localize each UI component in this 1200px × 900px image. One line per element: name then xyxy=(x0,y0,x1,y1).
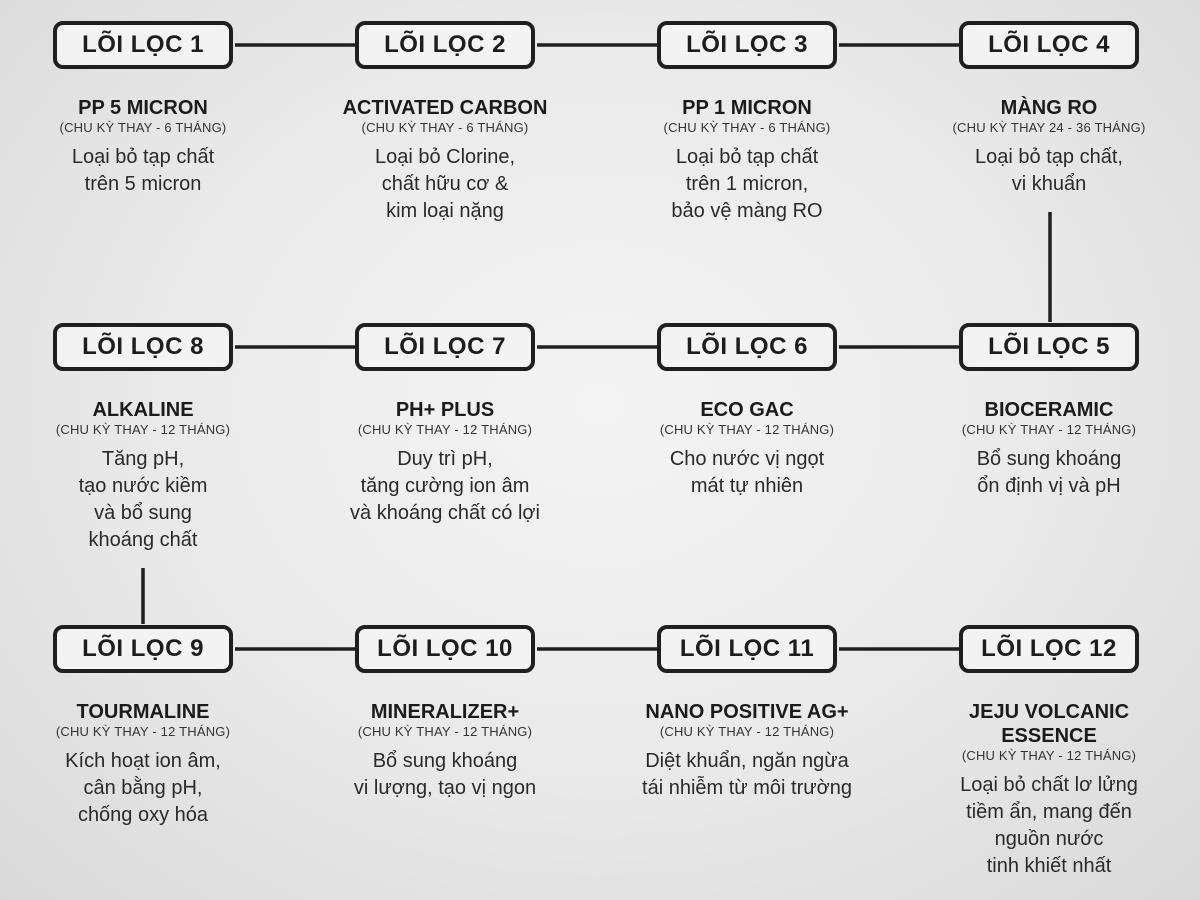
filter-box-11: LÕI LỌC 11 xyxy=(657,625,837,673)
filter-box-2: LÕI LỌC 2 xyxy=(355,21,535,69)
filter-cycle: (CHU KỲ THAY - 12 THÁNG) xyxy=(659,422,835,437)
filter-cycle: (CHU KỲ THAY - 6 THÁNG) xyxy=(663,120,831,135)
filter-info-5 xyxy=(904,398,1194,500)
filter-name: MÀNG RO xyxy=(1000,97,1098,119)
filter-box-7: LÕI LỌC 7 xyxy=(355,323,535,371)
filter-description: Kích hoạt ion âm, cân bằng pH, chống oxy hóa xyxy=(65,750,221,826)
filter-description: Loại bỏ Clorine, chất hữu cơ & kim loại nặng xyxy=(374,146,516,222)
filter-cycle: (CHU KỲ THAY - 12 THÁNG) xyxy=(961,748,1137,763)
filter-cycle: (CHU KỲ THAY - 12 THÁNG) xyxy=(55,422,231,437)
filter-info-1 xyxy=(0,96,288,198)
filter-box-1: LÕI LỌC 1 xyxy=(53,21,233,69)
filter-name: ALKALINE xyxy=(92,399,194,421)
filter-cycle: (CHU KỲ THAY - 12 THÁNG) xyxy=(357,422,533,437)
filter-box-8: LÕI LỌC 8 xyxy=(53,323,233,371)
filter-description: Loại bỏ chất lơ lửng tiềm ẩn, mang đến nguồn nước tinh khiết nhất xyxy=(960,774,1138,877)
filter-info-2 xyxy=(300,96,590,225)
filter-box-3: LÕI LỌC 3 xyxy=(657,21,837,69)
filter-description: Duy trì pH, tăng cường ion âm và khoáng chất có lợi xyxy=(350,448,540,524)
filter-name: MINERALIZER+ xyxy=(370,701,520,723)
filter-cycle: (CHU KỲ THAY - 6 THÁNG) xyxy=(361,120,529,135)
filter-info-6 xyxy=(602,398,892,500)
filter-info-12 xyxy=(904,700,1194,880)
filter-name: PH+ PLUS xyxy=(395,399,495,421)
filter-name: NANO POSITIVE AG+ xyxy=(645,701,849,723)
filter-box-9: LÕI LỌC 9 xyxy=(53,625,233,673)
filter-box-12: LÕI LỌC 12 xyxy=(959,625,1139,673)
filter-name: JEJU VOLCANIC ESSENCE xyxy=(968,701,1130,747)
filter-info-11 xyxy=(602,700,892,802)
filter-box-4: LÕI LỌC 4 xyxy=(959,21,1139,69)
filter-description: Loại bỏ tạp chất trên 5 micron xyxy=(71,146,215,195)
filter-description: Cho nước vị ngọt mát tự nhiên xyxy=(669,448,825,497)
filter-info-7 xyxy=(300,398,590,527)
filter-description: Bổ sung khoáng ổn định vị và pH xyxy=(976,448,1122,497)
filter-info-9 xyxy=(0,700,288,829)
filter-cycle: (CHU KỲ THAY - 12 THÁNG) xyxy=(55,724,231,739)
filter-name: ECO GAC xyxy=(700,399,794,421)
filter-description: Bổ sung khoáng vi lượng, tạo vị ngon xyxy=(353,750,537,799)
filter-description: Diệt khuẩn, ngăn ngừa tái nhiễm từ môi trường xyxy=(642,750,852,799)
filter-description: Loại bỏ tạp chất trên 1 micron, bảo vệ màng RO xyxy=(671,146,823,222)
filter-box-5: LÕI LỌC 5 xyxy=(959,323,1139,371)
filter-info-8 xyxy=(0,398,288,554)
filter-name: TOURMALINE xyxy=(76,701,210,723)
filter-box-6: LÕI LỌC 6 xyxy=(657,323,837,371)
filter-info-3 xyxy=(602,96,892,225)
filter-cycle: (CHU KỲ THAY - 12 THÁNG) xyxy=(961,422,1137,437)
filter-cycle: (CHU KỲ THAY - 12 THÁNG) xyxy=(357,724,533,739)
filter-description: Loại bỏ tạp chất, vi khuẩn xyxy=(975,146,1123,195)
filter-name: ACTIVATED CARBON xyxy=(342,97,548,119)
filter-cycle: (CHU KỲ THAY - 6 THÁNG) xyxy=(59,120,227,135)
filter-info-10 xyxy=(300,700,590,802)
filter-box-10: LÕI LỌC 10 xyxy=(355,625,535,673)
filter-cycle: (CHU KỲ THAY - 12 THÁNG) xyxy=(659,724,835,739)
filter-name: BIOCERAMIC xyxy=(984,399,1114,421)
filter-cycle: (CHU KỲ THAY 24 - 36 THÁNG) xyxy=(952,120,1146,135)
filter-description: Tăng pH, tạo nước kiềm và bổ sung khoáng chất xyxy=(78,448,208,551)
filter-name: PP 1 MICRON xyxy=(682,97,812,119)
filter-info-4 xyxy=(904,96,1194,198)
filter-name: PP 5 MICRON xyxy=(78,97,208,119)
